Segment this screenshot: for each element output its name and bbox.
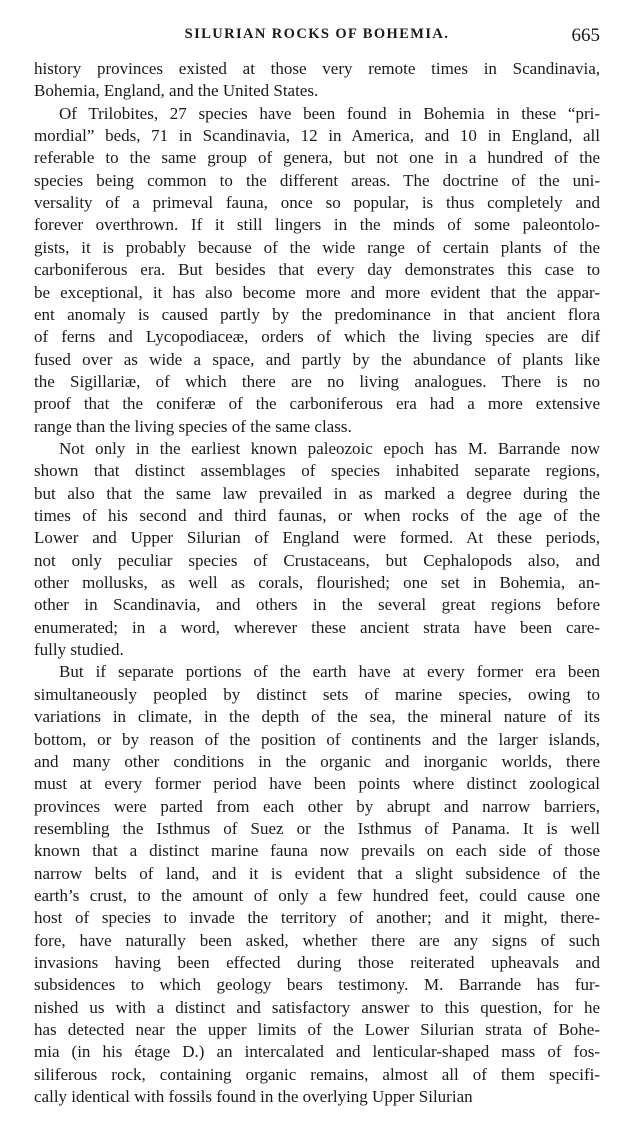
text-line: species being common to the different areas. The doctrine of the uni- [34,170,600,190]
text-line: fully studied. [34,640,124,660]
text-line: forever overthrown. If it still lingers in the minds of some paleontolo- [34,215,600,235]
text-line: referable to the same group of genera, but not one in a hundred of the [34,148,600,168]
text-line: mia (in his étage D.) an intercalated and lenticular-shaped mass of fos- [34,1042,600,1062]
text-line: siliferous rock, containing organic remains, almost all of them specifi- [34,1064,600,1084]
text-line: bottom, or by reason of the position of continents and the larger islands, [34,729,600,749]
text-line: Lower and Upper Silurian of England were formed. At these periods, [34,528,600,548]
text-line: enumerated; in a word, wherever these ancient strata have been care- [34,617,600,637]
text-line: and many other conditions in the organic and inorganic worlds, there [34,751,600,771]
text-line: resembling the Isthmus of Suez or the Isthmus of Panama. It is well [34,818,600,838]
running-head [34,26,600,48]
text-line: known that a distinct marine fauna now prevails on each side of those [34,841,600,861]
text-line: not only peculiar species of Crustaceans, but Cephalopods also, and [34,550,600,570]
text-line: Of Trilobites, 27 species have been found in Bohemia in these “pri- [59,103,600,123]
text-line: the Sigillariæ, of which there are no living analogues. There is no [34,371,600,391]
text-line: has detected near the upper limits of the Lower Silurian strata of Bohe- [34,1020,600,1040]
text-line: variations in climate, in the depth of the sea, the mineral nature of its [34,707,600,727]
text-line: provinces were parted from each other by abrupt and narrow barriers, [34,796,600,816]
text-line: history provinces existed at those very remote times in Scandinavia, [34,59,600,78]
text-line: range than the living species of the same class. [34,416,352,436]
text-line: mordial” beds, 71 in Scandinavia, 12 in America, and 10 in England, all [34,126,600,146]
page-number: 665 [571,25,600,46]
text-line: proof that the coniferæ of the carboniferous era had a more extensive [34,394,600,414]
text-line: be exceptional, it has also become more and more evident that the appar- [34,282,600,302]
text-line: of ferns and Lycopodiaceæ, orders of which the living species are dif [34,327,600,347]
text-line: invasions having been effected during those reiterated upheavals and [34,953,600,972]
text-line: Bohemia, England, and the United States. [34,81,319,101]
text-line: host of species to invade the territory of another; and it might, there- [34,908,600,928]
text-line: shown that distinct assemblages of species inhabited separate regions, [34,461,600,481]
text-line: versality of a primeval fauna, once so popular, is thus completely and [34,193,600,213]
text-line: narrow belts of land, and it is evident that a slight subsidence of the [34,863,600,883]
text-line: other in Scandinavia, and others in the several great regions before [34,595,600,615]
text-line: ent anomaly is caused partly by the predominance in that ancient flora [34,304,600,324]
text-line: simultaneously peopled by distinct sets of marine species, owing to [34,684,600,704]
text-line: but also that the same law prevailed in as marked a degree during the [34,483,600,503]
text-line: nished us with a distinct and satisfactory answer to this question, for he [34,997,600,1017]
text-line: carboniferous era. But besides that every day demonstrates this case to [34,260,600,280]
text-line: subsidences to which geology bears testimony. M. Barrande has fur- [34,975,600,995]
text-line: cally identical with fossils found in the overlying Upper Silurian [34,1087,473,1107]
text-line: other mollusks, as well as corals, flourished; one set in Bohemia, an- [34,573,600,593]
text-line: times of his second and third faunas, or when rocks of the age of the [34,506,600,525]
text-line: earth’s crust, to the amount of only a few hundred feet, could cause one [34,885,600,905]
text-line: But if separate portions of the earth have at every former era been [59,662,600,682]
running-title: SILURIAN ROCKS OF BOHEMIA. [184,26,450,42]
text-line: fused over as wide a space, and partly by the abundance of plants like [34,349,600,369]
text-line: gists, it is probably because of the wide range of certain plants of the [34,237,600,257]
text-line: Not only in the earliest known paleozoic epoch has M. Barrande now [59,438,600,458]
text-line: fore, have naturally been asked, whether there are any signs of such [34,930,600,950]
text-line: must at every former period have been points where distinct zoological [34,774,600,794]
